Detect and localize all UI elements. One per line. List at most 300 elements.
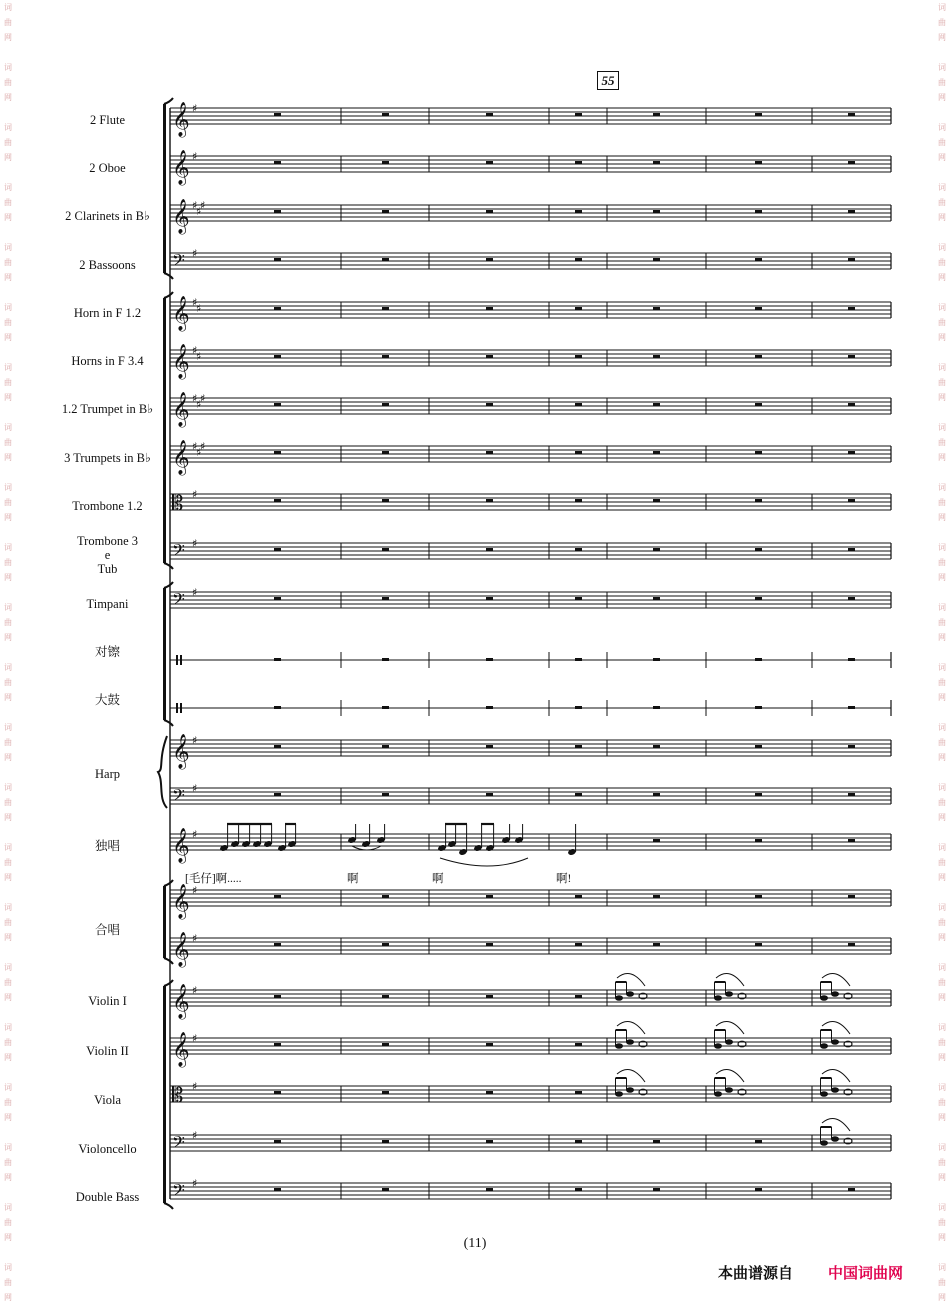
watermark-char: 词 (938, 1023, 946, 1032)
note-head (714, 1043, 722, 1049)
staff (170, 828, 891, 864)
watermark-char: 曲 (4, 738, 12, 747)
whole-rest (274, 658, 281, 661)
watermark-char: 曲 (938, 498, 946, 507)
whole-rest (848, 258, 855, 261)
watermark-char: 网 (4, 633, 12, 642)
watermark-char: 曲 (4, 678, 12, 687)
slur (716, 1070, 744, 1083)
whole-rest (755, 355, 762, 358)
watermark-char: 词 (938, 483, 946, 492)
whole-rest (274, 1140, 281, 1143)
whole-rest (848, 210, 855, 213)
whole-rest (274, 895, 281, 898)
watermark-group (2, 120, 14, 180)
whole-rest (755, 1188, 762, 1191)
whole-rest (486, 499, 493, 502)
whole-rest (848, 658, 855, 661)
whole-rest (382, 258, 389, 261)
note-head (626, 991, 634, 997)
whole-rest (755, 451, 762, 454)
whole-rest (486, 943, 493, 946)
whole-rest (382, 745, 389, 748)
whole-rest (382, 499, 389, 502)
key-signature-sharp: ♯ (192, 296, 198, 309)
key-signature-sharp: ♯ (192, 488, 198, 501)
watermark-char: 词 (938, 963, 946, 972)
whole-rest (755, 839, 762, 842)
treble-clef-icon: 𝄞 (172, 884, 190, 919)
whole-rest (382, 1091, 389, 1094)
watermark-group (2, 180, 14, 240)
watermark-char: 曲 (4, 1098, 12, 1107)
whole-rest (575, 307, 582, 310)
whole-rest (274, 548, 281, 551)
whole-rest (575, 995, 582, 998)
watermark-char: 曲 (938, 1278, 946, 1287)
lyric-syllable: 啊 (347, 873, 359, 885)
treble-clef-icon: 𝄞 (172, 828, 190, 863)
whole-rest (848, 403, 855, 406)
watermark-group (936, 0, 948, 60)
slur (617, 1022, 645, 1035)
whole-rest (486, 355, 493, 358)
lyric-syllable: [毛仔]啊..... (185, 873, 242, 885)
watermark-char: 网 (4, 1233, 12, 1242)
whole-rest (382, 995, 389, 998)
note-head (831, 1087, 839, 1093)
whole-rest (575, 499, 582, 502)
key-signature-sharp: ♯ (192, 247, 198, 260)
watermark-char: 词 (938, 423, 946, 432)
watermark-char: 曲 (4, 378, 12, 387)
footer-source-text: 本曲谱源自 (718, 1264, 794, 1282)
watermark-group (2, 300, 14, 360)
watermark-char: 曲 (4, 798, 12, 807)
staff (170, 102, 891, 138)
whole-rest (486, 258, 493, 261)
watermark-group (936, 900, 948, 960)
watermark-char: 网 (4, 1053, 12, 1062)
whole-rest (382, 113, 389, 116)
watermark-group (936, 1080, 948, 1140)
instrument-label: 2 Flute (89, 113, 126, 127)
watermark-char: 网 (938, 1293, 946, 1302)
whole-rest (653, 355, 660, 358)
slur (617, 1070, 645, 1083)
footer-site-link[interactable]: 中国词曲网 (828, 1264, 904, 1282)
whole-rest (575, 706, 582, 709)
whole-rest (486, 793, 493, 796)
watermark-char: 曲 (938, 558, 946, 567)
string-phrase (615, 1022, 647, 1049)
watermark-char: 词 (938, 783, 946, 792)
whole-rest (274, 943, 281, 946)
note-head (615, 1043, 623, 1049)
staff (170, 932, 891, 968)
whole-rest (755, 113, 762, 116)
whole-rest (382, 307, 389, 310)
whole-rest (274, 1043, 281, 1046)
watermark-char: 网 (938, 1113, 946, 1122)
watermark-char: 曲 (4, 318, 12, 327)
whole-rest (382, 161, 389, 164)
whole-rest (848, 895, 855, 898)
whole-rest (486, 1188, 493, 1191)
note-head (820, 1043, 828, 1049)
whole-rest (486, 113, 493, 116)
watermark-group (2, 1260, 14, 1309)
watermark-char: 曲 (938, 978, 946, 987)
key-signature-sharp: ♯ (192, 440, 198, 453)
instrument-label: 1.2 Trumpet in B♭ (61, 402, 154, 416)
whole-rest (653, 706, 660, 709)
whole-rest (486, 895, 493, 898)
instrument-label: Harp (95, 767, 120, 781)
staff (170, 150, 891, 186)
staff (170, 296, 891, 332)
watermark-group (2, 720, 14, 780)
whole-rest (848, 597, 855, 600)
watermark-char: 曲 (4, 1278, 12, 1287)
whole-rest (848, 499, 855, 502)
watermark-char: 词 (4, 63, 12, 72)
whole-rest (653, 745, 660, 748)
key-signature-sharp: ♯ (192, 1129, 198, 1142)
watermark-char: 曲 (938, 198, 946, 207)
watermark-char: 曲 (938, 858, 946, 867)
key-signature-sharp: ♯ (192, 150, 198, 163)
string-phrase (820, 974, 852, 1001)
whole-rest (382, 1188, 389, 1191)
watermark-char: 词 (4, 183, 12, 192)
bass-clef-icon: 𝄢 (172, 1132, 185, 1156)
watermark-char: 网 (4, 993, 12, 1002)
group-bracket (163, 104, 166, 273)
watermark-char: 网 (4, 213, 12, 222)
note-head (725, 991, 733, 997)
whole-rest (486, 451, 493, 454)
string-phrase (820, 1022, 852, 1049)
watermark-group (2, 480, 14, 540)
whole-rest (653, 895, 660, 898)
watermark-char: 词 (938, 123, 946, 132)
watermark-char: 曲 (938, 438, 946, 447)
staff (170, 1129, 891, 1156)
staff (170, 537, 891, 564)
watermark-char: 网 (938, 813, 946, 822)
whole-rest (382, 451, 389, 454)
watermark-char: 曲 (4, 138, 12, 147)
whole-rest (653, 210, 660, 213)
slur (822, 1119, 850, 1132)
whole-rest (848, 355, 855, 358)
instrument-label: Trombone 3 e Tub (76, 534, 138, 576)
watermark-left (2, 0, 14, 1309)
slur (440, 858, 528, 866)
watermark-char: 曲 (938, 78, 946, 87)
note-head (831, 1039, 839, 1045)
whole-rest (755, 658, 762, 661)
watermark-group (936, 480, 948, 540)
instrument-label: 2 Bassoons (79, 258, 136, 272)
watermark-char: 网 (938, 513, 946, 522)
watermark-char: 曲 (938, 18, 946, 27)
whole-rest (274, 1091, 281, 1094)
watermark-group (936, 840, 948, 900)
whole-rest (653, 258, 660, 261)
treble-clef-icon: 𝄞 (172, 199, 190, 234)
watermark-char: 曲 (4, 918, 12, 927)
key-signature-sharp: ♯ (192, 734, 198, 747)
watermark-group (936, 1020, 948, 1080)
whole-rest (755, 793, 762, 796)
instrument-label: Viola (93, 1093, 122, 1107)
whole-rest (382, 793, 389, 796)
whole-rest (653, 548, 660, 551)
watermark-char: 词 (938, 843, 946, 852)
whole-rest (575, 210, 582, 213)
note-head (831, 991, 839, 997)
whole-rest (274, 161, 281, 164)
watermark-char: 曲 (938, 1158, 946, 1167)
whole-rest (382, 1140, 389, 1143)
watermark-char: 曲 (4, 1218, 12, 1227)
key-signature-sharp: ♯ (192, 1080, 198, 1093)
watermark-char: 曲 (938, 1098, 946, 1107)
note-head (615, 995, 623, 1001)
watermark-char: 词 (4, 843, 12, 852)
key-signature-sharp: ♯ (200, 199, 206, 212)
watermark-char: 曲 (938, 918, 946, 927)
treble-clef-icon: 𝄞 (172, 150, 190, 185)
watermark-char: 词 (4, 363, 12, 372)
slur (822, 1070, 850, 1083)
watermark-char: 网 (938, 693, 946, 702)
watermark-char: 网 (4, 933, 12, 942)
whole-rest (653, 113, 660, 116)
bass-clef-icon: 𝄢 (172, 785, 185, 809)
watermark-char: 词 (938, 1083, 946, 1092)
key-signature-sharp: ♯ (192, 344, 198, 357)
watermark-group (936, 240, 948, 300)
whole-rest (382, 210, 389, 213)
instrument-label: Violin I (88, 994, 127, 1008)
instrument-label: Double Bass (75, 1190, 140, 1204)
whole-rest (274, 597, 281, 600)
staff (170, 1032, 891, 1068)
watermark-char: 词 (4, 123, 12, 132)
whole-rest (575, 548, 582, 551)
key-signature-sharp: ♯ (196, 302, 202, 315)
watermark-group (936, 540, 948, 600)
note-head (831, 1136, 839, 1142)
string-phrase (714, 1070, 746, 1097)
watermark-char: 词 (4, 603, 12, 612)
whole-rest (653, 1188, 660, 1191)
watermark-char: 网 (938, 573, 946, 582)
watermark-char: 网 (4, 93, 12, 102)
whole-rest (486, 307, 493, 310)
watermark-group (2, 240, 14, 300)
staff (170, 1177, 891, 1204)
whole-rest (848, 706, 855, 709)
lyric-syllable: 啊 (432, 873, 444, 885)
watermark-group (936, 180, 948, 240)
watermark-char: 网 (938, 1233, 946, 1242)
bass-clef-icon: 𝄢 (172, 540, 185, 564)
watermark-char: 曲 (4, 618, 12, 627)
watermark-char: 网 (938, 213, 946, 222)
watermark-char: 词 (938, 723, 946, 732)
watermark-char: 词 (938, 1143, 946, 1152)
string-phrase (714, 1022, 746, 1049)
key-signature-sharp: ♯ (192, 782, 198, 795)
treble-clef-icon: 𝄞 (172, 392, 190, 427)
string-phrase (714, 974, 746, 1001)
treble-clef-icon: 𝄞 (172, 984, 190, 1019)
watermark-char: 词 (938, 243, 946, 252)
whole-rest (274, 113, 281, 116)
watermark-group (936, 600, 948, 660)
staff (170, 247, 891, 274)
watermark-char: 词 (938, 363, 946, 372)
watermark-char: 词 (4, 1263, 12, 1272)
key-signature-sharp: ♯ (192, 1177, 198, 1190)
watermark-char: 词 (938, 1203, 946, 1212)
staff (170, 488, 891, 515)
staff (170, 440, 891, 476)
whole-rest (848, 839, 855, 842)
staff (170, 344, 891, 380)
instrument-label: 2 Clarinets in B♭ (65, 209, 150, 223)
watermark-group (2, 360, 14, 420)
key-signature-sharp: ♯ (192, 984, 198, 997)
whole-rest (486, 1140, 493, 1143)
watermark-group (936, 300, 948, 360)
whole-rest (274, 210, 281, 213)
watermark-group (2, 960, 14, 1020)
page-number: (11) (463, 1236, 487, 1251)
whole-rest (755, 548, 762, 551)
watermark-char: 网 (4, 873, 12, 882)
watermark-char: 词 (938, 183, 946, 192)
watermark-char: 曲 (4, 18, 12, 27)
bass-clef-icon: 𝄢 (172, 589, 185, 613)
watermark-char: 网 (4, 273, 12, 282)
watermark-char: 网 (938, 993, 946, 1002)
bass-clef-icon: 𝄢 (172, 250, 185, 274)
slur (822, 1022, 850, 1035)
whole-rest (382, 355, 389, 358)
key-signature-sharp: ♯ (192, 1032, 198, 1045)
watermark-char: 网 (938, 153, 946, 162)
watermark-group (936, 780, 948, 840)
watermark-group (936, 1200, 948, 1260)
whole-rest (575, 161, 582, 164)
percussion-clef (180, 655, 182, 665)
tenor-clef-icon: 𝄡 (172, 491, 184, 515)
whole-rest (274, 258, 281, 261)
whole-rest (755, 895, 762, 898)
whole-rest (575, 113, 582, 116)
note-head (820, 995, 828, 1001)
whole-rest (486, 706, 493, 709)
watermark-char: 词 (4, 663, 12, 672)
treble-clef-icon: 𝄞 (172, 440, 190, 475)
key-signature-sharp: ♯ (192, 828, 198, 841)
watermark-char: 网 (938, 33, 946, 42)
whole-rest (653, 597, 660, 600)
watermark-char: 词 (938, 603, 946, 612)
key-signature-sharp: ♯ (196, 398, 202, 411)
key-signature-sharp: ♯ (196, 446, 202, 459)
staff (170, 652, 891, 668)
whole-rest (848, 307, 855, 310)
percussion-clef (176, 703, 178, 713)
watermark-char: 词 (4, 1203, 12, 1212)
watermark-char: 网 (4, 753, 12, 762)
whole-rest (755, 597, 762, 600)
note-head (725, 1087, 733, 1093)
watermark-char: 词 (4, 903, 12, 912)
whole-rest (382, 1043, 389, 1046)
instrument-label: Horns in F 3.4 (71, 354, 144, 368)
watermark-char: 网 (938, 1053, 946, 1062)
watermark-char: 曲 (4, 198, 12, 207)
watermark-char: 曲 (938, 138, 946, 147)
treble-clef-icon: 𝄞 (172, 102, 190, 137)
string-phrase (820, 1119, 852, 1146)
watermark-char: 网 (4, 813, 12, 822)
whole-rest (575, 658, 582, 661)
whole-rest (575, 895, 582, 898)
note-head (725, 1039, 733, 1045)
whole-rest (575, 1140, 582, 1143)
watermark-char: 词 (4, 783, 12, 792)
treble-clef-icon: 𝄞 (172, 932, 190, 967)
percussion-clef (180, 703, 182, 713)
watermark-char: 词 (4, 963, 12, 972)
staff (170, 586, 891, 613)
watermark-group (2, 60, 14, 120)
watermark-group (936, 60, 948, 120)
whole-rest (382, 895, 389, 898)
key-signature-sharp: ♯ (192, 102, 198, 115)
whole-rest (575, 1188, 582, 1191)
slur (716, 974, 744, 987)
key-signature-sharp: ♯ (196, 350, 202, 363)
watermark-char: 曲 (938, 618, 946, 627)
watermark-char: 网 (4, 1173, 12, 1182)
whole-rest (755, 1140, 762, 1143)
watermark-group (2, 420, 14, 480)
watermark-group (2, 0, 14, 60)
watermark-char: 网 (4, 1113, 12, 1122)
watermark-char: 网 (4, 393, 12, 402)
whole-rest (382, 403, 389, 406)
whole-rest (274, 1188, 281, 1191)
watermark-char: 词 (4, 723, 12, 732)
watermark-group (2, 840, 14, 900)
treble-clef-icon: 𝄞 (172, 296, 190, 331)
whole-rest (755, 745, 762, 748)
key-signature-sharp: ♯ (192, 199, 198, 212)
bracket-hook (164, 582, 173, 588)
staff (170, 734, 891, 770)
whole-rest (848, 451, 855, 454)
whole-rest (274, 499, 281, 502)
